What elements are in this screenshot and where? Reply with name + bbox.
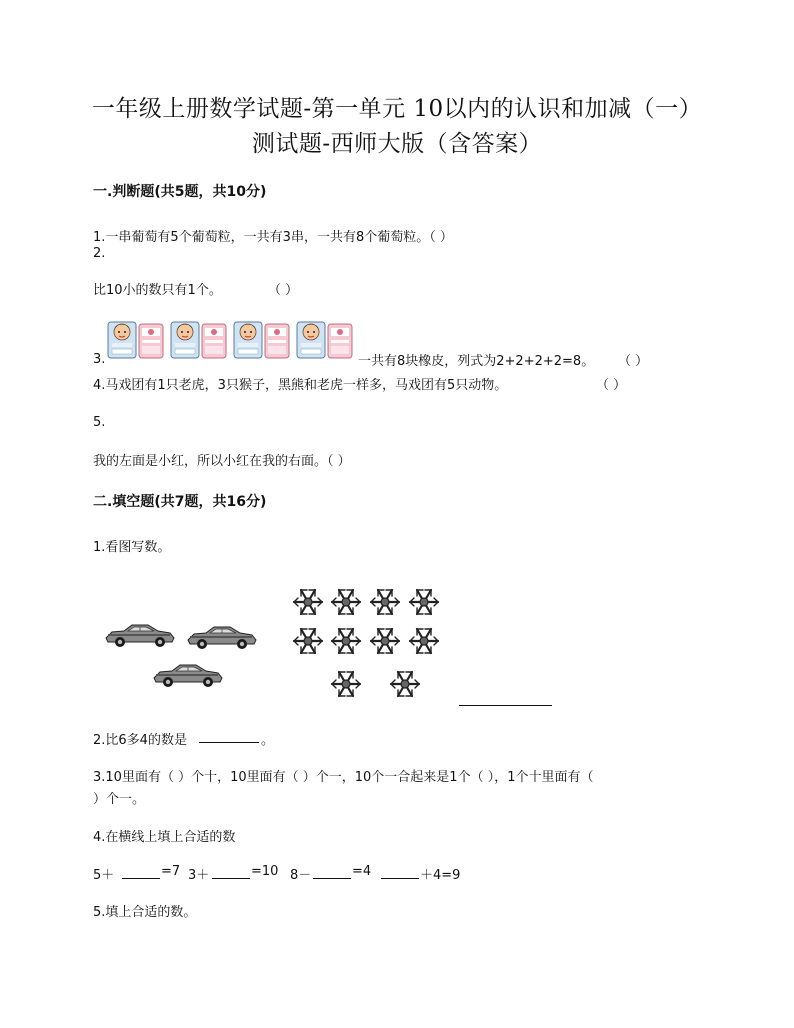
question-1-2-text: 比10小的数只有1个。 (93, 283, 222, 298)
equation-1-blank[interactable] (122, 878, 160, 879)
snowflake-pictures (288, 584, 448, 704)
question-2-5: 5.填上合适的数。 (93, 905, 197, 920)
question-2-4: 4.在横线上填上合适的数 (93, 830, 236, 845)
question-1-3-number: 3. (93, 352, 106, 367)
eraser-pictures (106, 316, 356, 362)
equation-4-blank[interactable] (381, 878, 419, 879)
equation-3-right: =4 (352, 864, 372, 879)
car-icon (100, 612, 260, 690)
equation-1-right: =7 (161, 864, 181, 879)
question-1-4: 4.马戏团有1只老虎，3只猴子，黑熊和老虎一样多，马戏团有5只动物。 (93, 378, 508, 393)
question-1-2-number: 2. (93, 246, 106, 261)
question-2-2-text: 2.比6多4的数是 (93, 733, 187, 748)
equation-4-right: ＋4=9 (420, 868, 461, 883)
snowflake-icon (288, 584, 448, 704)
question-1-4-paren: （ ） (596, 378, 627, 393)
section-heading-fill-in: 二.填空题(共7题，共16分) (93, 494, 267, 510)
page-title-line-2: 测试题-西师大版（含答案） (251, 131, 543, 157)
equation-3-left: 8－ (290, 868, 312, 883)
answer-blank-snowflakes[interactable] (459, 705, 552, 706)
eraser-pair-icon (106, 316, 356, 362)
question-1-1: 1.一串葡萄有5个葡萄粒，一共有3串，一共有8个葡萄粒。（ ） (93, 230, 453, 245)
question-1-5-text: 我的左面是小红，所以小红在我的右面。（ ） (93, 454, 351, 469)
equation-2-blank[interactable] (212, 878, 250, 879)
equation-2-left: 3＋ (188, 868, 210, 883)
equation-3-blank[interactable] (313, 878, 351, 879)
question-2-3-line-2: ）个一。 (93, 792, 146, 807)
question-1-2-paren: （ ） (268, 283, 299, 298)
question-2-3-line-1: 3.10里面有（ ）个十，10里面有（ ）个一，10个一合起来是1个（ ），1个十里面有（ (93, 770, 594, 785)
page-title-line-1: 一年级上册数学试题-第一单元 10以内的认识和加减（一） (91, 96, 703, 122)
answer-blank-2-2[interactable] (199, 742, 259, 743)
section-heading-judgement: 一.判断题(共5题，共10分) (93, 184, 267, 200)
question-1-5-number: 5. (93, 415, 106, 430)
question-1-3-paren: （ ） (618, 354, 649, 369)
question-2-2-end: 。 (261, 733, 275, 748)
car-pictures (100, 612, 260, 690)
question-2-1: 1.看图写数。 (93, 540, 171, 555)
question-1-3-text: 一共有8块橡皮，列式为2+2+2+2=8。 (358, 354, 595, 369)
equation-1-left: 5＋ (93, 868, 115, 883)
equation-2-right: =10 (251, 864, 279, 879)
